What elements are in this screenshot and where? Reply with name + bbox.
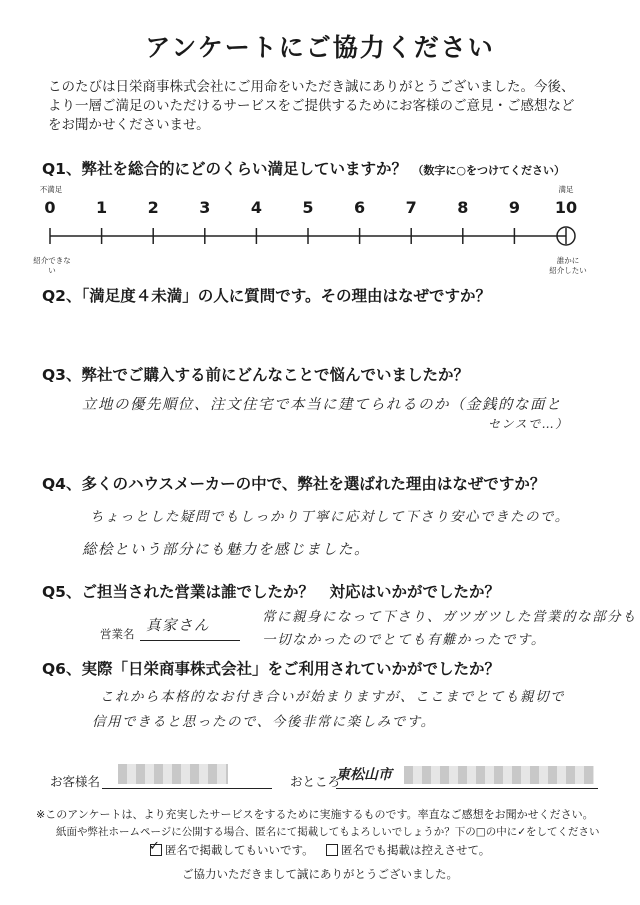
satisfaction-scale-numbers (0, 198, 640, 222)
checkbox-anonymous[interactable] (149, 839, 162, 856)
q6-answer-line: これから本格的なお付き合いが始まりますが、ここまでとても親切で (100, 689, 565, 705)
option-anonymous-label: 匿名で掲載してもいいです。 (165, 843, 314, 857)
page-title: アンケートにご協力ください (145, 33, 495, 62)
q3-answer-line: 立地の優先順位、注文住宅で本当に建てられるのか（金銭的な面と (82, 397, 562, 413)
q4-label: Q4、多くのハウスメーカーの中で、弊社を選ばれた理由はなぜですか？ (42, 475, 546, 493)
scale-number-7[interactable]: 7 (405, 198, 417, 217)
intro-text (48, 78, 608, 135)
q5-answer-line: 常に親身になって下さり、ガツガツした営業的な部分も (262, 609, 637, 625)
scale-left-top: 不満足 (39, 185, 63, 194)
footer-notice: ※このアンケートは、より充実したサービスをするために実施するものです。率直なご感想をお聞かせください。 (36, 808, 594, 821)
option-decline-label: 匿名でも掲載は控えさせて。 (341, 843, 491, 857)
q1-question: Q1、弊社を総合的にどのくらい満足していますか？ (42, 160, 407, 178)
scale-number-5[interactable]: 5 (302, 198, 314, 217)
q5-answer-line: 一切なかったのでとても有難かったです。 (262, 632, 546, 648)
scale-number-10[interactable]: 10 (554, 198, 578, 217)
address-underline (336, 786, 598, 789)
q1-label (42, 157, 565, 179)
address-label: おところ (290, 774, 341, 789)
scale-right-bottom-line: 誰かに (556, 256, 580, 265)
option-anonymous[interactable] (149, 839, 314, 858)
rep-name-underline (140, 636, 240, 641)
scale-number-4[interactable]: 4 (250, 198, 262, 217)
q3-label: Q3、弊社でご購入する前にどんなことで悩んでいましたか？ (42, 366, 469, 384)
customer-name-underline (102, 786, 272, 789)
scale-number-8[interactable]: 8 (457, 198, 469, 217)
rep-name-label: 営業名 (100, 627, 135, 641)
address-visible-part: 東松山市 (336, 767, 392, 783)
scale-right-bottom (546, 256, 590, 276)
intro-line: このたびは日栄商事株式会社にご用命をいただき誠にありがとうございました。今後、 (48, 79, 575, 95)
scale-number-1[interactable]: 1 (96, 198, 108, 217)
intro-line: をお聞かせくださいませ。 (48, 117, 210, 133)
scale-number-2[interactable]: 2 (147, 198, 159, 217)
intro-line: より一層ご満足のいただけるサービスをご提供するためにお客様のご意見・ご感想など (48, 98, 575, 114)
satisfaction-scale-line (0, 222, 640, 254)
customer-name-redacted (118, 764, 228, 784)
scale-number-9[interactable]: 9 (508, 198, 520, 217)
q4-answer-line: 総桧という部分にも魅力を感じました。 (82, 542, 370, 558)
q5-label: Q5、ご担当された営業は誰でしたか？ 対応はいかがでしたか？ (42, 583, 500, 601)
check-mark-icon: ✓ (149, 839, 160, 854)
footer-publish-question: 紙面や弊社ホームページに公開する場合、匿名にて掲載してもよろしいでしょうか？下の□の中に✓をしてください (56, 826, 600, 838)
scale-number-0[interactable]: 0 (44, 198, 56, 217)
q6-label: Q6、実際「日栄商事株式会社」をご利用されていかがでしたか？ (42, 660, 500, 678)
scale-number-6[interactable]: 6 (354, 198, 366, 217)
customer-name-label: お客様名 (50, 774, 101, 789)
checkbox-decline[interactable] (326, 844, 338, 856)
option-decline[interactable] (326, 842, 490, 858)
address-redacted (404, 766, 594, 784)
scale-right-bottom-line: 紹介したい (549, 266, 587, 275)
scale-number-3[interactable]: 3 (199, 198, 211, 217)
footer-thanks: ご協力いただきまして誠にありがとうございました。 (182, 867, 458, 881)
q1-note: （数字に○をつけてください） (412, 164, 565, 177)
q4-answer-line: ちょっとした疑問でもしっかり丁寧に応対して下さり安心できたので。 (90, 509, 570, 525)
scale-right-top: 満足 (558, 185, 574, 194)
q6-answer-line: 信用できると思ったので、今後非常に楽しみです。 (92, 714, 436, 730)
q3-answer-line: センスで…） (488, 417, 569, 431)
scale-left-bottom: 紹介できない (33, 256, 71, 275)
rep-name-value: 真家さん (146, 618, 210, 634)
q2-label: Q2、「満足度４未満」の人に質問です。その理由はなぜですか？ (42, 287, 491, 305)
